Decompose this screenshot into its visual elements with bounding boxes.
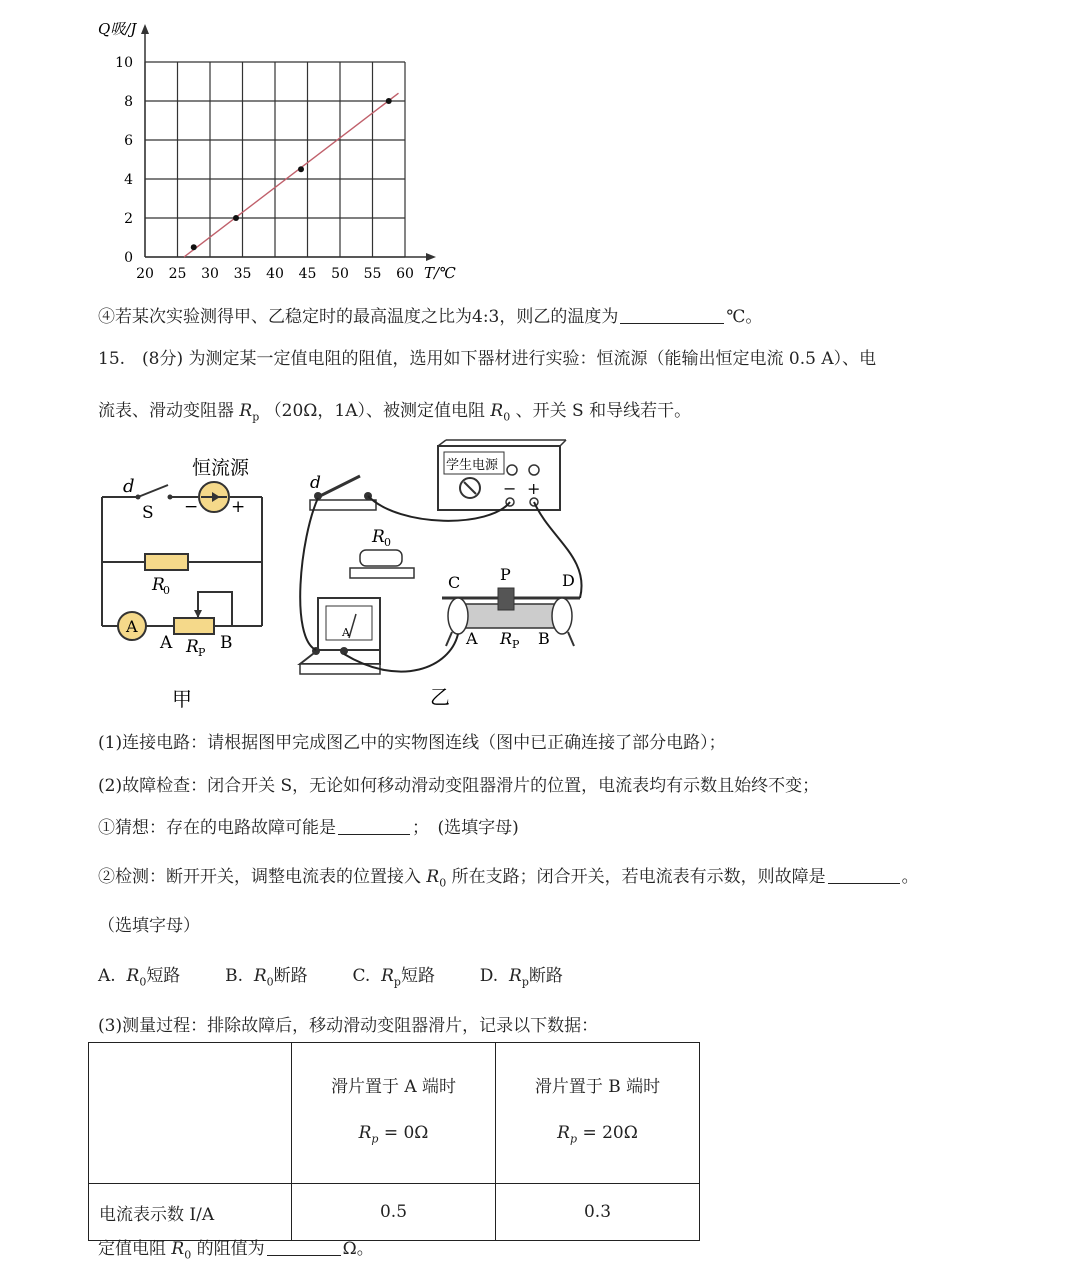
question-15-line-1: 15. (8分) 为测定某一定值电阻的阻值，选用如下器材进行实验：恒流源（能输出恒定电流 0.5 A）、电 [98,349,877,369]
question-4-line: ④若某次实验测得甲、乙稳定时的最高温度之比为4:3，则乙的温度为 ℃。 [98,307,763,327]
heat-temperature-chart [0,0,470,290]
power-label: 学生电源 [446,458,499,473]
question-15-line-2: 流表、滑动变阻器 $R_p$ （20Ω，1A）、被测定值电阻 $R_0$ 、开关 S 和导线若干。 [98,401,692,424]
chart-grid [145,62,405,257]
r0-sub: 0 [163,584,170,597]
option-c[interactable]: C. $R_p$短路 [352,966,435,989]
y-tick-label: 0 [124,250,133,266]
rp-sub: P [198,646,206,659]
answer-blank-temperature[interactable] [620,322,724,324]
circuit-diagram-jia [90,450,290,720]
caption-jia: 甲 [172,687,192,711]
chart-ticks [115,55,414,282]
y-tick-label: 8 [124,94,133,110]
y-tick-label: 6 [124,133,133,149]
terminal-d-label: D [562,571,575,590]
source-plus: + [231,497,246,517]
terminal-c-label: C [448,573,461,592]
select-note: （选填字母） [98,916,200,936]
x-tick-label: 35 [233,266,252,282]
data-point [191,244,197,250]
sub-question-3: (3)测量过程：排除故障后，移动滑动变阻器滑片，记录以下数据： [98,1016,599,1036]
y-axis-arrow [141,24,149,34]
sub-question-1: (1)连接电路：请根据图甲完成图乙中的实物图连线（图中已正确连接了部分电路）； [98,733,726,753]
power-plus: + [527,479,541,498]
x-tick-label: 30 [201,266,219,282]
table-value-b: 0.3 [496,1184,700,1241]
option-a[interactable]: A. $R_0$短路 [98,966,181,989]
table-header-a: 滑片置于 A 端时 $R_p = 0\Omega$ [292,1043,496,1184]
sub-question-2: (2)故障检查：闭合开关 S，无论如何移动滑动变阻器滑片的位置，电流表均有示数且始终不变； [98,776,820,796]
data-point [298,166,304,172]
table-header-row [89,1043,700,1184]
slider-p-label: P [500,565,511,584]
rp-physical-label: R [500,629,513,648]
answer-blank-fault[interactable] [828,882,900,884]
r0-physical-sub: 0 [384,536,391,549]
chart-axes [141,24,436,261]
final-question-line: 定值电阻 $R_0$ 的阻值为 Ω。 [98,1239,374,1262]
options-line [98,961,563,988]
table-row-label: 电流表示数 I/A [89,1184,292,1241]
switch-label: S [142,503,154,523]
guess-line: ①猜想：存在的电路故障可能是 ； (选填字母) [98,818,519,838]
x-axis-arrow [426,253,436,261]
switch-letter: d [123,476,135,497]
detect-line: ②检测：断开开关，调整电流表的位置接入 $R_0$ 所在支路；闭合开关，若电流表有示数，则故障是 。 [98,867,919,890]
source-label: 恒流源 [192,457,250,479]
x-tick-label: 45 [298,266,317,282]
fit-line [184,93,399,257]
option-d[interactable]: D. $R_p$断路 [479,966,563,989]
data-point [233,215,239,221]
answer-blank-guess[interactable] [338,833,410,835]
x-tick-label: 55 [363,266,382,282]
meter-letter: A [342,626,350,639]
r0-label: R [152,575,165,595]
end-b-label: B [220,633,233,653]
rp-label: R [186,637,199,657]
table-header-b: 滑片置于 B 端时 $R_p = 20\Omega$ [496,1043,700,1184]
x-tick-label: 50 [331,266,349,282]
x-tick-label: 25 [168,266,187,282]
data-point [386,98,392,104]
answer-blank-resistance[interactable] [267,1254,341,1256]
x-tick-label: 40 [266,266,284,282]
measurement-table [88,1042,700,1241]
chart-xlabel: T/℃ [424,264,456,282]
rp-physical-sub: P [512,638,520,651]
y-tick-label: 2 [124,211,133,227]
table-row [89,1184,700,1241]
chart-marks [184,93,399,257]
terminal-a-label: A [466,629,478,648]
caption-yi: 乙 [430,685,450,709]
ammeter-label: A [126,617,138,636]
option-b[interactable]: B. $R_0$断路 [225,966,308,989]
switch-d-label: d [310,473,321,493]
terminal-b-label: B [538,629,550,648]
source-minus: − [184,497,199,517]
circuit-diagram-yi [290,438,610,718]
end-a-label: A [160,633,173,653]
power-minus: − [503,479,517,498]
y-tick-label: 4 [124,172,133,188]
table-value-a: 0.5 [292,1184,496,1241]
r0-physical-label: R [372,527,385,547]
table-corner-cell [89,1043,292,1184]
y-tick-label: 10 [115,55,133,71]
x-tick-label: 60 [396,266,414,282]
chart-ylabel: Q吸/J [98,20,137,38]
x-tick-label: 20 [136,266,154,282]
